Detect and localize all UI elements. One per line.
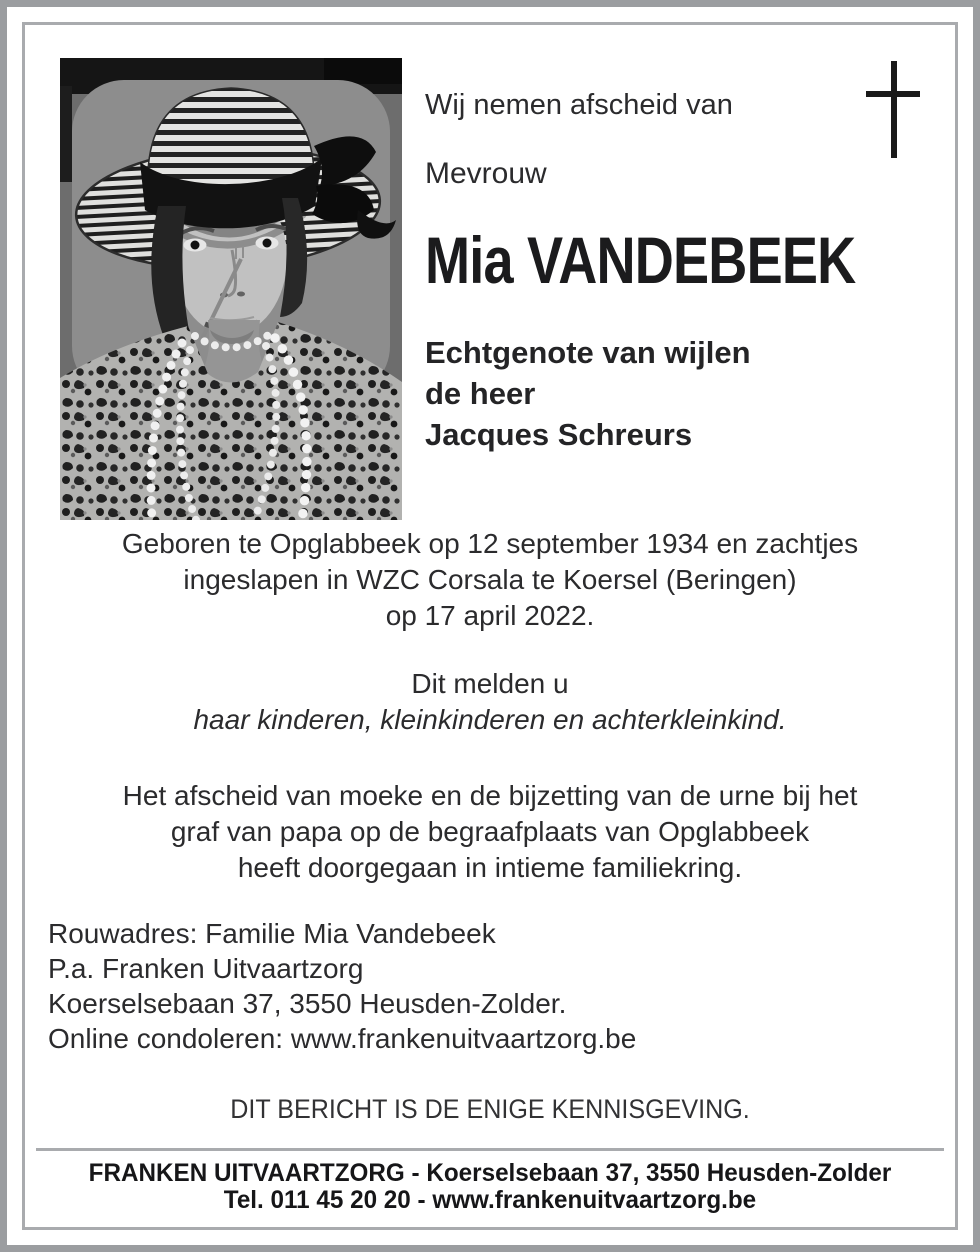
funeral-home-phone-web: Tel. 011 45 20 20 - www.frankenuitvaartzorg.be bbox=[223, 1186, 757, 1214]
funeral-home-footer bbox=[39, 1160, 941, 1214]
footer-divider-line bbox=[36, 1148, 944, 1151]
notified-intro-line: Dit melden u bbox=[411, 668, 569, 699]
cross-vertical-bar bbox=[891, 61, 897, 158]
spouse-line: de heer bbox=[425, 376, 536, 411]
birth-death-line: op 17 april 2022. bbox=[385, 600, 595, 631]
farewell-paragraph bbox=[25, 778, 955, 886]
portrait-photo bbox=[60, 58, 402, 520]
intro-text: Wij nemen afscheid van bbox=[425, 89, 733, 121]
mourning-address-line: Koerselsebaan 37, 3550 Heusden-Zolder. bbox=[48, 988, 567, 1019]
birth-death-paragraph bbox=[25, 526, 955, 634]
deceased-name: Mia VANDEBEEK bbox=[425, 223, 856, 297]
sole-notification-text: DIT BERICHT IS DE ENIGE KENNISGEVING. bbox=[230, 1094, 750, 1124]
farewell-line: Het afscheid van moeke en de bijzetting van de urne bij het bbox=[122, 780, 858, 811]
farewell-line: heeft doorgegaan in intieme familiekring. bbox=[237, 852, 743, 883]
notified-by-line: haar kinderen, kleinkinderen en achterkleinkind. bbox=[193, 704, 787, 735]
spouse-line: Echtgenote van wijlen bbox=[425, 335, 751, 370]
mourning-address-line: P.a. Franken Uitvaartzorg bbox=[48, 953, 364, 984]
mourning-address-block bbox=[48, 916, 636, 1056]
spouse-block bbox=[425, 332, 875, 455]
birth-death-line: ingeslapen in WZC Corsala te Koersel (Beringen) bbox=[183, 564, 797, 595]
portrait-photo-art bbox=[60, 58, 402, 520]
mourning-address-line: Rouwadres: Familie Mia Vandebeek bbox=[48, 918, 496, 949]
notified-by-paragraph bbox=[25, 666, 955, 738]
birth-death-line: Geboren te Opglabbeek op 12 september 1934 en zachtjes bbox=[121, 528, 859, 559]
funeral-home-address: FRANKEN UITVAARTZORG - Koerselsebaan 37, 3550 Heusden-Zolder bbox=[88, 1159, 892, 1187]
salutation-text: Mevrouw bbox=[425, 157, 547, 190]
spouse-line: Jacques Schreurs bbox=[425, 417, 693, 452]
farewell-line: graf van papa op de begraafplaats van Opglabbeek bbox=[170, 816, 810, 847]
condolence-website-line: Online condoleren: www.frankenuitvaartzorg.be bbox=[48, 1023, 637, 1054]
